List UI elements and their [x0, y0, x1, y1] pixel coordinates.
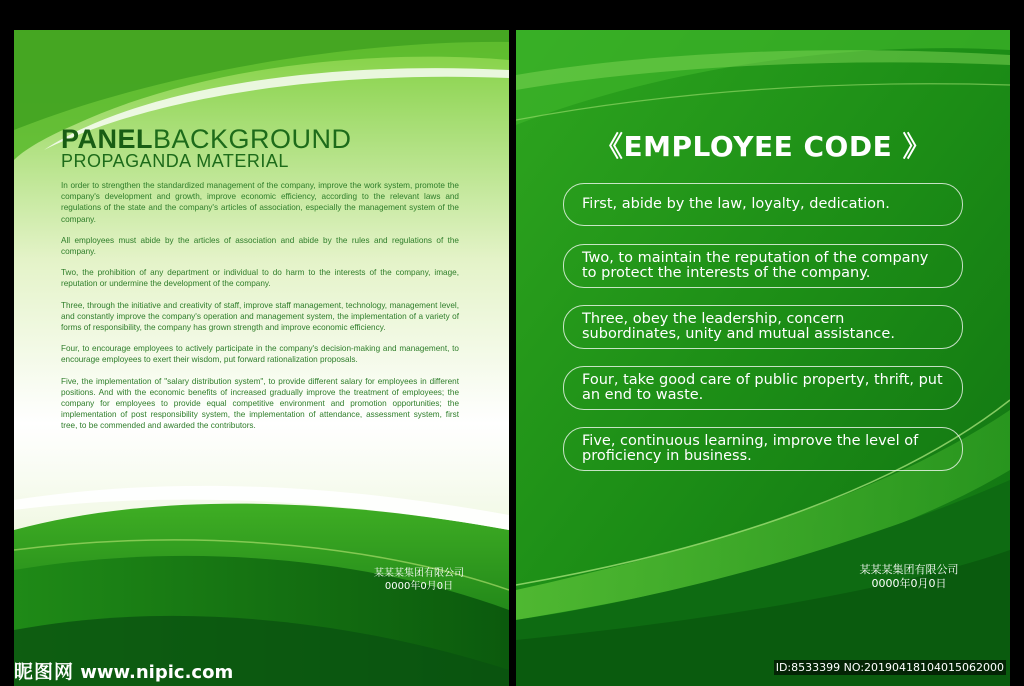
- body-text: [61, 180, 459, 442]
- panel-subtitle: PROPAGANDA MATERIAL: [61, 151, 289, 171]
- paragraph: Two, the prohibition of any department or individual to do harm to the interests of the company, image, reputation or undermine the development of the company.: [61, 268, 459, 289]
- panel-title-bold: PANEL: [61, 124, 154, 154]
- company-date: 0000年0月0日: [871, 577, 947, 590]
- company-date: 0000年0月0日: [384, 581, 454, 592]
- company-signature: [849, 563, 969, 591]
- right-panel: [516, 30, 1010, 686]
- code-item: First, abide by the law, loyalty, dedication.: [563, 183, 963, 226]
- code-item: Two, to maintain the reputation of the company to protect the interests of the company.: [563, 244, 963, 288]
- code-item: Three, obey the leadership, concern subordinates, unity and mutual assistance.: [563, 305, 963, 349]
- panel-title-light: BACKGROUND: [153, 124, 352, 154]
- paragraph: Three, through the initiative and creativity of staff, improve staff management, technology, management level, and constantly improve the company's operation and management system, the implementation of a variety of forms of responsibility, the company has grown strength and improve economic efficiency.: [61, 300, 459, 333]
- left-panel: [14, 30, 509, 686]
- employee-code-title: 《EMPLOYEE CODE 》: [595, 130, 931, 163]
- image-id-watermark: ID:8533399 NO:20190418104015062000: [775, 661, 1004, 674]
- company-signature: [364, 567, 474, 593]
- paragraph: Four, to encourage employees to actively participate in the company's decision-making and management, to encourage employees to exert their wisdom, put forward rationalization proposals.: [61, 344, 459, 365]
- company-name: 某某某集团有限公司: [374, 568, 464, 579]
- nipic-logo: 昵图网: [14, 661, 75, 683]
- nipic-site: www.nipic.com: [80, 662, 234, 683]
- company-name: 某某某集团有限公司: [859, 563, 959, 576]
- paragraph: In order to strengthen the standardized management of the company, improve the work system, promote the company's development and growth, improve economic efficiency, according to the relevant laws and regulations of the state and the company's articles of association, especially the management system of the company.: [61, 181, 459, 224]
- paragraph: Five, the implementation of "salary distribution system", to provide different salary for employees in different positions. And with the economic benefits of increased gradually improve the treatment of employees; the company for employees to provide equal competitive environment and promotion opportunities; the implementation of post responsibility system, the implementation of attendance, assessment system, first tree, to be commended and awarded the contributors.: [61, 376, 459, 431]
- code-item: Four, take good care of public property, thrift, put an end to waste.: [563, 366, 963, 410]
- nipic-watermark: [14, 657, 233, 684]
- paragraph: All employees must abide by the articles of association and abide by the rules and regulations of the company.: [61, 235, 459, 257]
- code-item: Five, continuous learning, improve the level of proficiency in business.: [563, 427, 963, 471]
